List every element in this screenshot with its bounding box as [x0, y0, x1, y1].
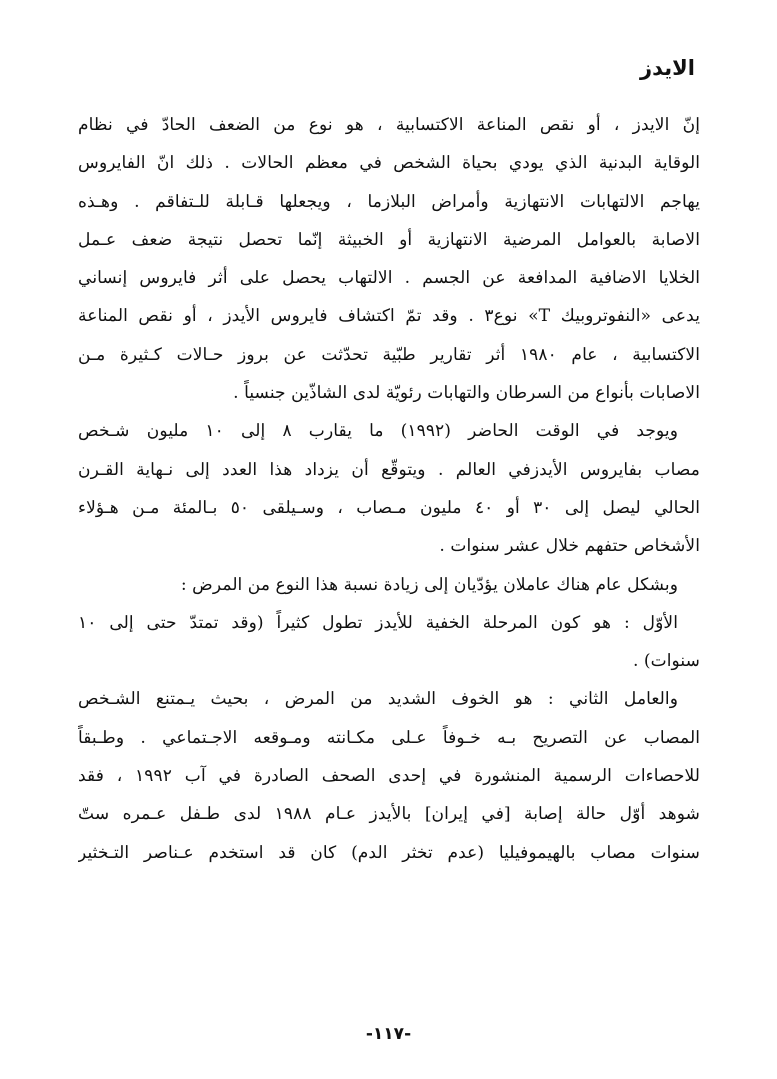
- text-line: الأشخاص حتفهم خلال عشر سنوات .: [439, 536, 700, 557]
- text-line: للاحصاءات الرسمية المنشورة في إحدى الصحف الصادرة في آب ١٩٩٢ ، فقد: [78, 766, 700, 787]
- text-line: مصاب بفايروس الأيدزفي العالم . ويتوقّع أن يزداد هذا العدد إلى نـهاية القـرن: [78, 459, 700, 480]
- text-line: الاكتسابية ، عام ١٩٨٠ أثر تقارير طبّية تحدّثت عن بروز حـالات كـثيرة مـن: [78, 344, 700, 365]
- text-line: الأوّل : هو كون المرحلة الخفية للأيدز تطول كثيراً (وقد تمتدّ حتى إلى ١٠: [78, 612, 678, 633]
- text-line: الخلايا الاضافية المدافعة عن الجسم . الالتهاب يحصل على أثر فايروس إنساني: [78, 268, 700, 289]
- text-line: يدعى «النفوتروبيك T» نوع٣ . وقد تمّ اكتشاف فايروس الأيدز ، أو نقص المناعة: [78, 306, 700, 327]
- page-heading: الايدز: [640, 56, 695, 80]
- text-line: الوقاية البدنية الذي يودي بحياة الشخص في معظم الحالات . ذلك انّ الفايروس: [78, 153, 700, 174]
- text-line: شوهد أوّل حالة إصابة [في إيران] بالأيدز عـام ١٩٨٨ لدى طـفل عـمره ستّ: [78, 804, 700, 825]
- text-line: الاصابات بأنواع من السرطان والتهابات رئويّة لدى الشاذّين جنسياً .: [233, 383, 700, 404]
- text-line: الاصابة بالعوامل المرضية الانتهازية أو الخبيثة إنّما تحصل نتيجة ضعف عـمل: [78, 229, 700, 250]
- text-line: والعامل الثاني : هو الخوف الشديد من المرض ، بحيث يـمتنع الشـخص: [78, 689, 678, 710]
- page-number: -١١٧-: [365, 1024, 412, 1044]
- text-line: يهاجم الالتهابات الانتهازية وأمراض البلازما ، ويجعلها قـابلة للـتفاقم . وهـذه: [78, 191, 700, 212]
- text-line: الحالي ليصل إلى ٣٠ أو ٤٠ مليون مـصاب ، وسـيلقى ٥٠ بـالمئة مـن هـؤلاء: [78, 497, 700, 518]
- body-text: [78, 106, 700, 872]
- text-line: إنّ الايدز ، أو نقص المناعة الاكتسابية ، هو نوع من الضعف الحادّ في نظام: [78, 115, 700, 135]
- text-line: ويوجد في الوقت الحاضر (١٩٩٢) ما يقارب ٨ إلى ١٠ مليون شـخص: [78, 421, 679, 442]
- text-line: سنوات) .: [632, 651, 700, 672]
- text-line: سنوات مصاب بالهيموفيليا (عدم تخثر الدم) كان قد استخدم عـناصر التـخثير: [78, 842, 700, 863]
- text-line: المصاب عن التصريح بـه خـوفاً عـلى مكـانته ومـوقعه الاجـتماعي . وطـبقاً: [78, 727, 700, 748]
- text-line: وبشكل عام هناك عاملان يؤدّيان إلى زيادة نسبة هذا النوع من المرض :: [180, 574, 678, 595]
